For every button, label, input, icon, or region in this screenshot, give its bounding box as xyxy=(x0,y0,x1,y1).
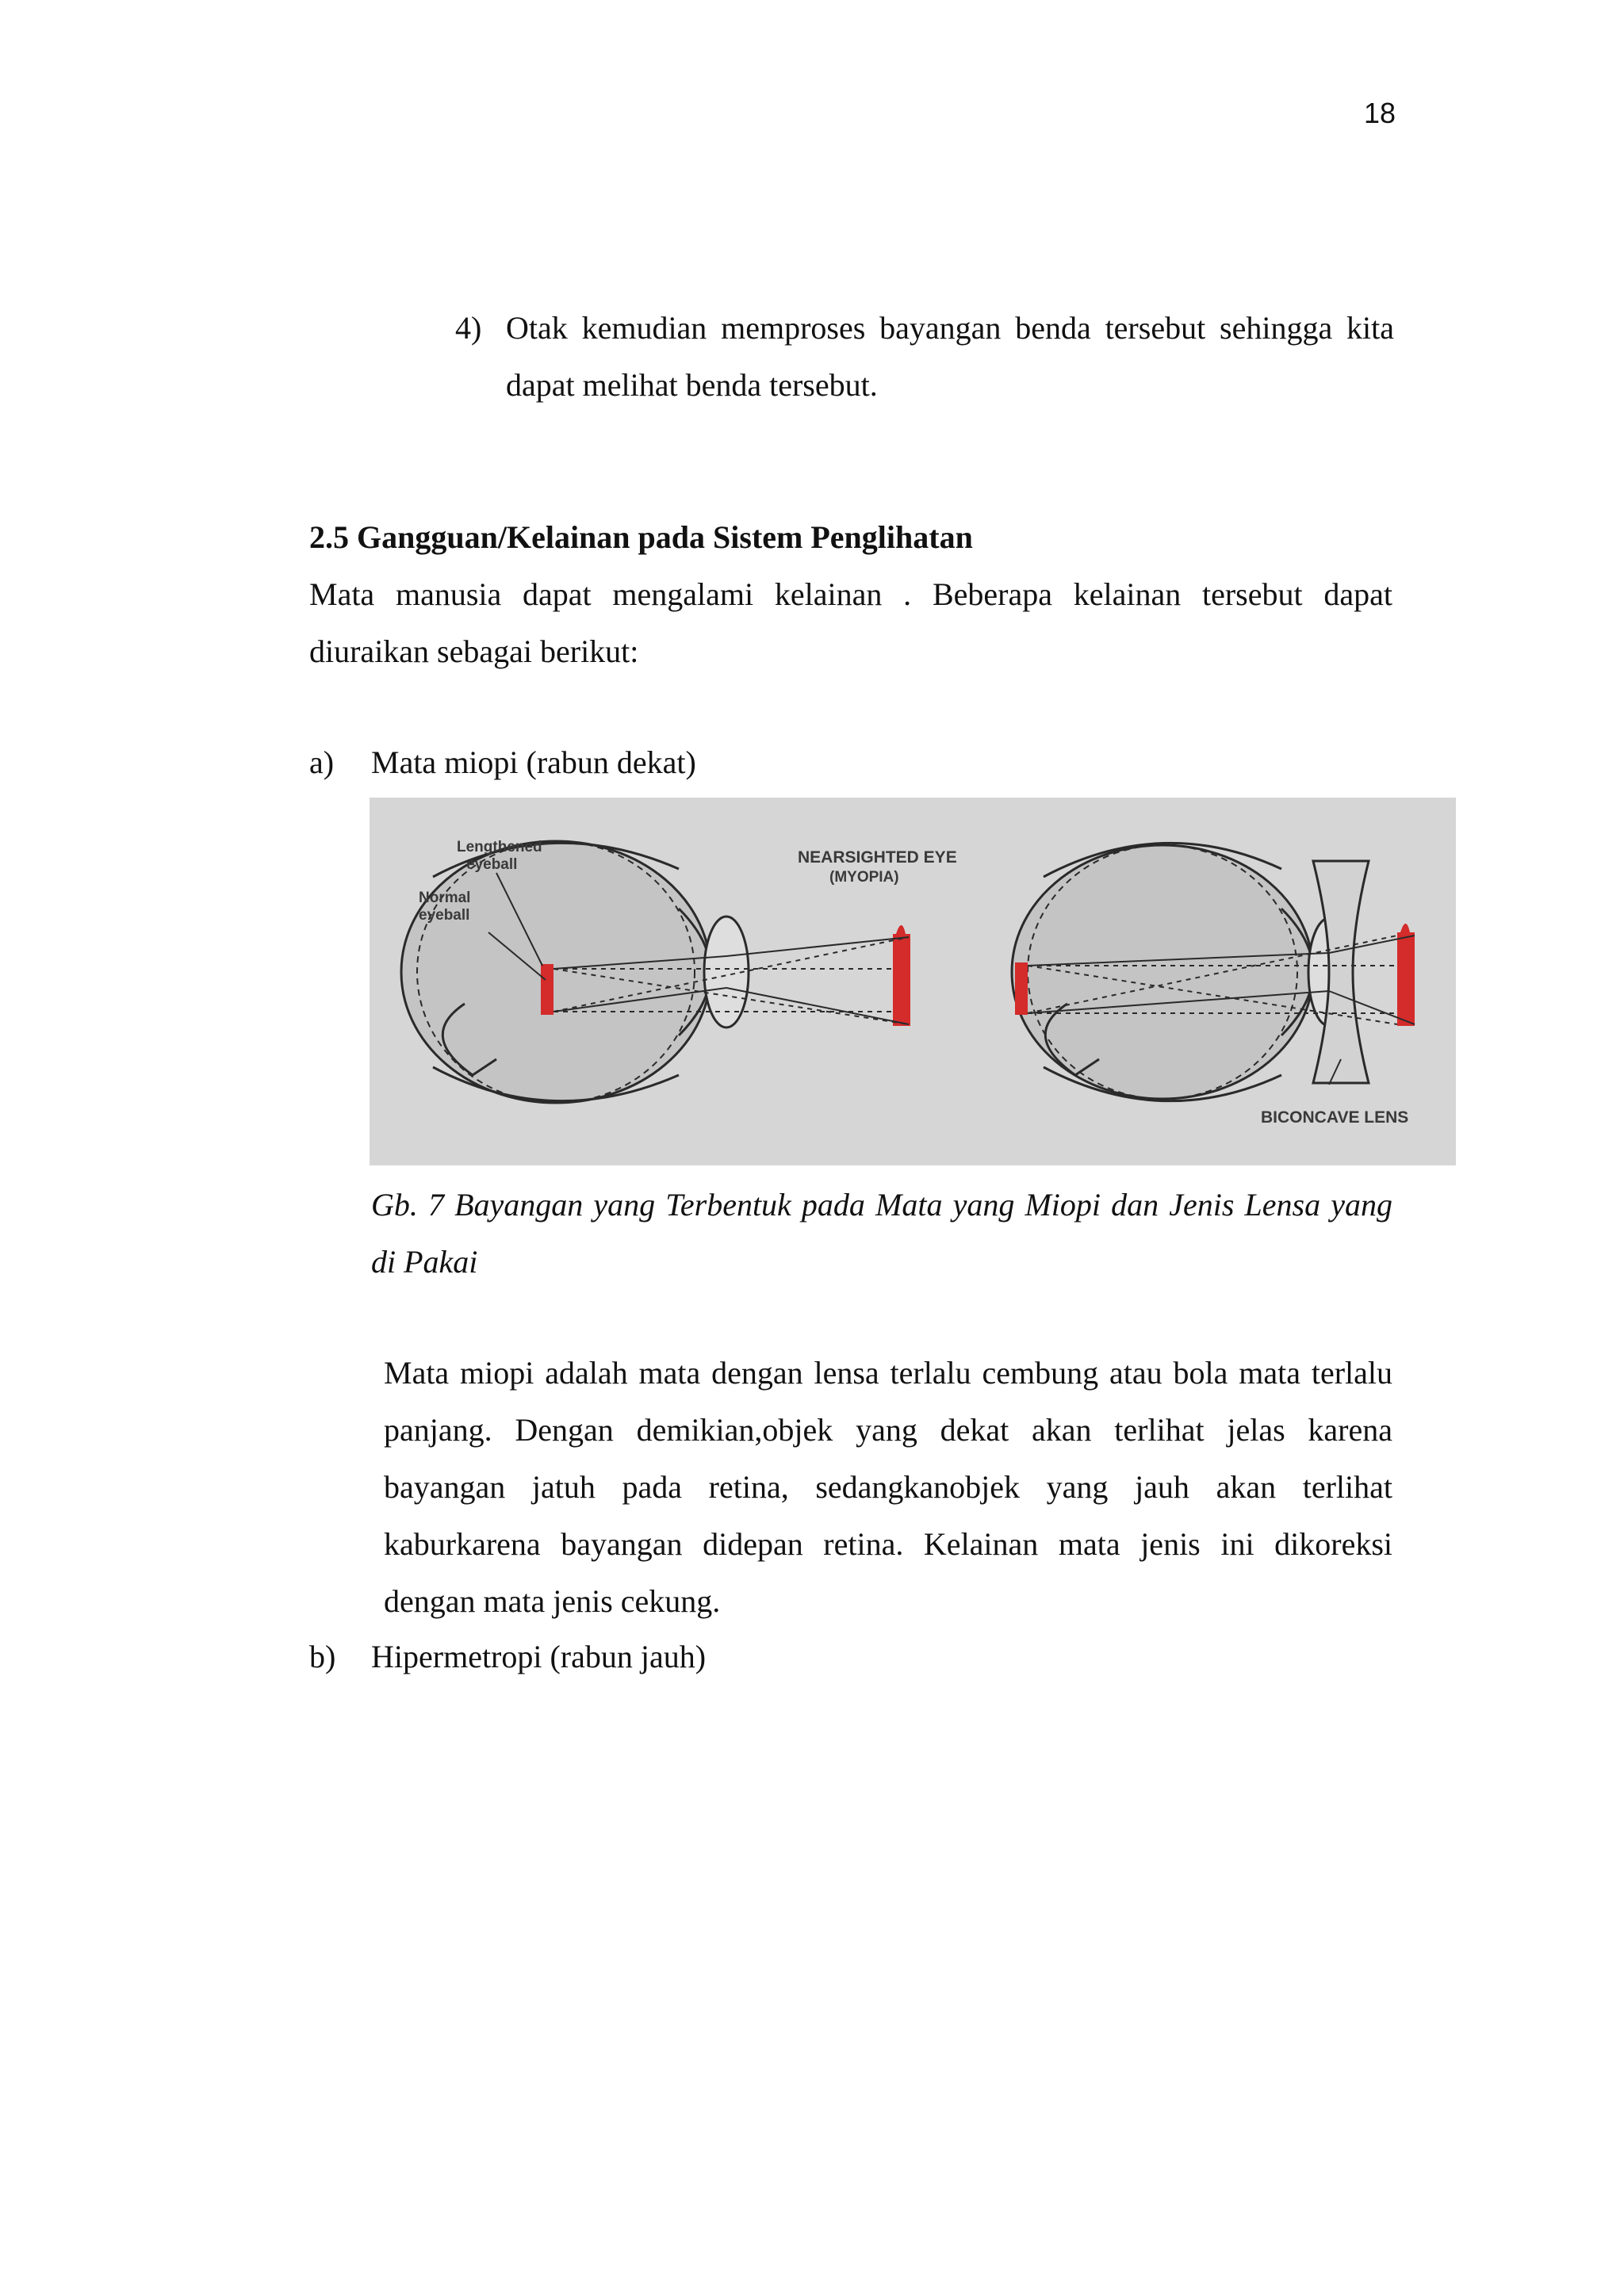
section-heading: 2.5 Gangguan/Kelainan pada Sistem Penglihatan xyxy=(309,519,973,555)
left-image xyxy=(541,964,553,1015)
item-a-title: Mata miopi (rabun dekat) xyxy=(371,744,696,780)
myopia-diagram xyxy=(370,798,1456,1165)
label-lengthened-1: Lengthened xyxy=(457,839,542,855)
label-title-2: (MYOPIA) xyxy=(829,869,899,886)
myopia-paragraph: Mata miopi adalah mata dengan lensa terlalu cembung atau bola mata terlalu panjang. Dengan demikian,objek yang dekat akan terlihat jelas karena bayangan jatuh pada retina, sedangkanobjek yang jauh akan terlihat kaburkarena bayangan didepan retina. Kelainan mata jenis ini dikoreksi dengan mata jenis cekung. xyxy=(384,1355,1392,1619)
myopia-figure xyxy=(370,798,1456,1165)
right-object xyxy=(1397,932,1415,1026)
figure-caption: Gb. 7 Bayangan yang Terbentuk pada Mata yang Miopi dan Jenis Lensa yang di Pakai xyxy=(371,1187,1392,1280)
item-a-marker: a) xyxy=(309,744,335,780)
label-normal-1: Normal xyxy=(419,890,471,906)
right-image xyxy=(1015,962,1028,1015)
item-b-title: Hipermetropi (rabun jauh) xyxy=(371,1639,707,1674)
lengthened-eyeball xyxy=(401,841,710,1103)
page-number: 18 xyxy=(1363,97,1396,129)
list-item-4-text: Otak kemudian memproses bayangan benda tersebut sehingga kita dapat melihat benda tersebut. xyxy=(506,310,1394,403)
item-b-marker: b) xyxy=(309,1639,336,1674)
label-normal-2: eyeball xyxy=(419,907,470,924)
label-biconcave-lens: BICONCAVE LENS xyxy=(1261,1108,1409,1127)
label-title-1: NEARSIGHTED EYE xyxy=(798,848,957,867)
list-item-4-marker: 4) xyxy=(455,310,482,346)
left-object xyxy=(893,934,910,1026)
section-intro: Mata manusia dapat mengalami kelainan . Beberapa kelainan tersebut dapat diuraikan sebagai berikut: xyxy=(309,576,1392,669)
label-lengthened-2: eyeball xyxy=(466,856,518,873)
